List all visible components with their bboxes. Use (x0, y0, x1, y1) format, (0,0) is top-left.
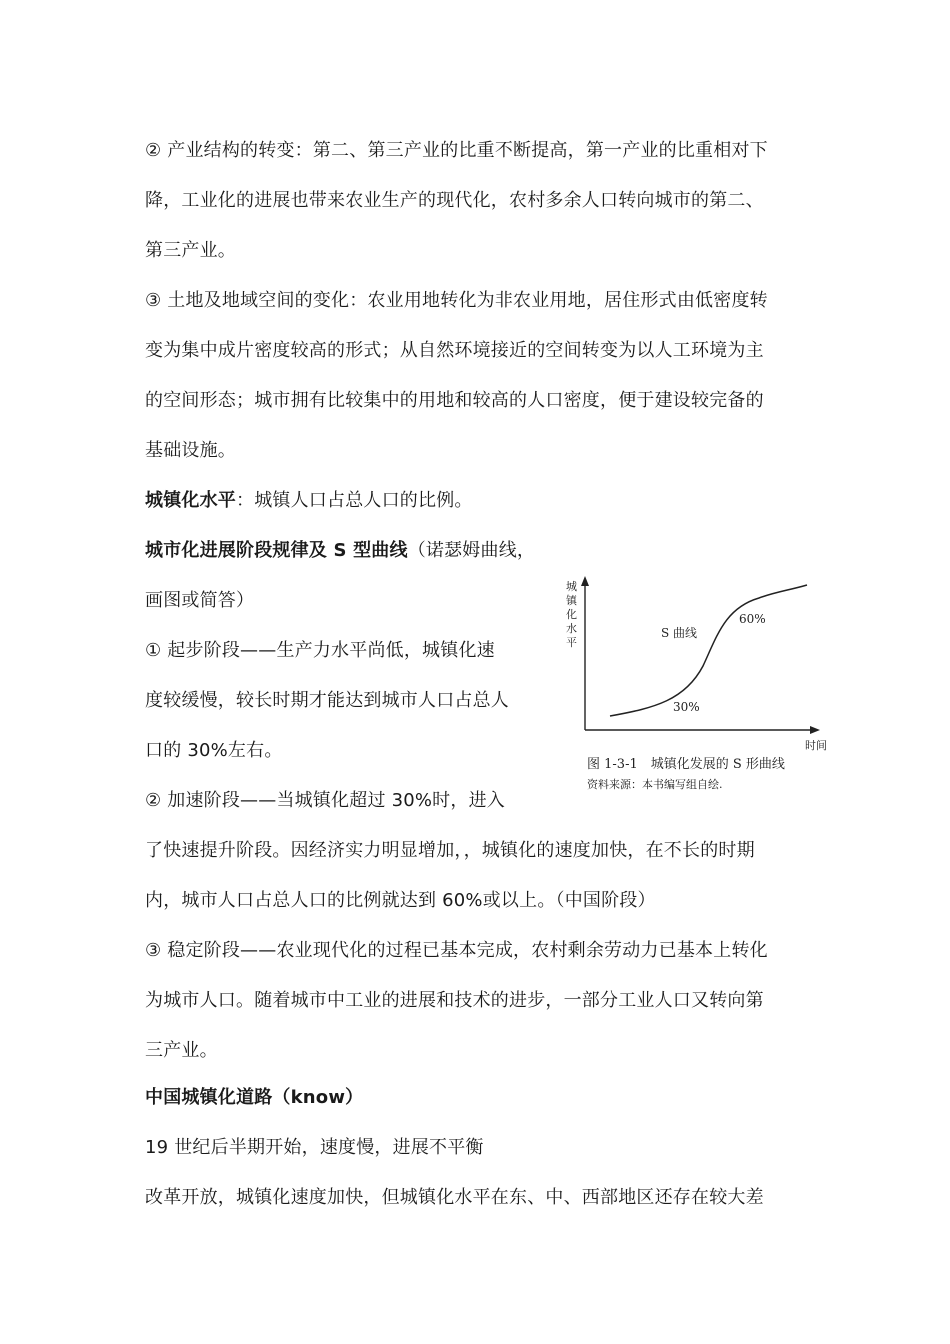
y-axis-arrow (581, 576, 589, 586)
china-road-line1: 19 世纪后半期开始，速度慢，进展不平衡 (145, 1137, 484, 1158)
stage2-line2: 了快速提升阶段。因经济实力明显增加，，城镇化的速度加快，在不长的时期 (145, 840, 755, 861)
urbanization-level-def (145, 488, 473, 514)
stage3-line2: 为城市人口。随着城市中工业的进展和技术的进步，一部分工业人口又转向第 (145, 990, 764, 1011)
stage2-line1: ② 加速阶段——当城镇化超过 30%时，进入 (145, 790, 505, 811)
para-structure-2: 降，工业化的进展也带来农业生产的现代化，农村多余人口转向城市的第二、 (145, 190, 764, 211)
s-curve-figure (545, 570, 845, 810)
definition-text: ：城镇人口占总人口的比例。 (236, 490, 473, 511)
stage1-line3: 口的 30%左右。 (145, 740, 283, 761)
y-label-char-1: 城 (566, 580, 577, 593)
heading-s-curve: 城市化进展阶段规律及 S 型曲线 (145, 540, 408, 561)
para-structure-1: ② 产业结构的转变：第二、第三产业的比重不断提高，第一产业的比重相对下 (145, 140, 768, 161)
china-road-heading: 中国城镇化道路（know） (145, 1087, 364, 1108)
y-label-char-5: 平 (566, 636, 577, 649)
figure-source: 资料来源：本书编写组自绘. (587, 778, 723, 791)
para-land-3: 的空间形态；城市拥有比较集中的用地和较高的人口密度，便于建设较完备的 (145, 390, 764, 411)
s-curve-line (610, 585, 807, 716)
para-land-4: 基础设施。 (145, 440, 236, 461)
figure-caption: 图 1-3-1 城镇化发展的 S 形曲线 (587, 757, 785, 772)
china-road-line2: 改革开放，城镇化速度加快，但城镇化水平在东、中、西部地区还存在较大差 (145, 1187, 764, 1208)
heading-note: （诺瑟姆曲线， (407, 540, 536, 561)
para-land-2: 变为集中成片密度较高的形式；从自然环境接近的空间转变为以人工环境为主 (145, 340, 764, 361)
s-curve-diagram (545, 570, 845, 810)
y-label-char-4: 水 (566, 622, 577, 635)
term-urbanization-level: 城镇化水平 (145, 490, 236, 511)
x-axis-arrow (810, 726, 820, 734)
s-curve-heading (145, 538, 535, 564)
x-label: 时间 (805, 739, 827, 752)
stage3-line3: 三产业。 (145, 1040, 218, 1061)
label-60-percent: 60% (739, 612, 766, 626)
para-land-1: ③ 土地及地域空间的变化：农业用地转化为非农业用地，居住形式由低密度转 (145, 290, 768, 311)
s-curve-label: S 曲线 (661, 626, 698, 640)
heading-note-cont: 画图或简答） (145, 590, 255, 611)
y-label-char-3: 化 (566, 608, 577, 621)
stage3-line1: ③ 稳定阶段——农业现代化的过程已基本完成，农村剩余劳动力已基本上转化 (145, 940, 768, 961)
y-label-char-2: 镇 (566, 594, 577, 607)
stage1-line2: 度较缓慢，较长时期才能达到城市人口占总人 (145, 690, 509, 711)
label-30-percent: 30% (673, 700, 700, 714)
para-structure-3: 第三产业。 (145, 240, 236, 261)
stage2-line3: 内，城市人口占总人口的比例就达到 60%或以上。（中国阶段） (145, 890, 656, 911)
stage1-line1: ① 起步阶段——生产力水平尚低，城镇化速 (145, 640, 495, 661)
